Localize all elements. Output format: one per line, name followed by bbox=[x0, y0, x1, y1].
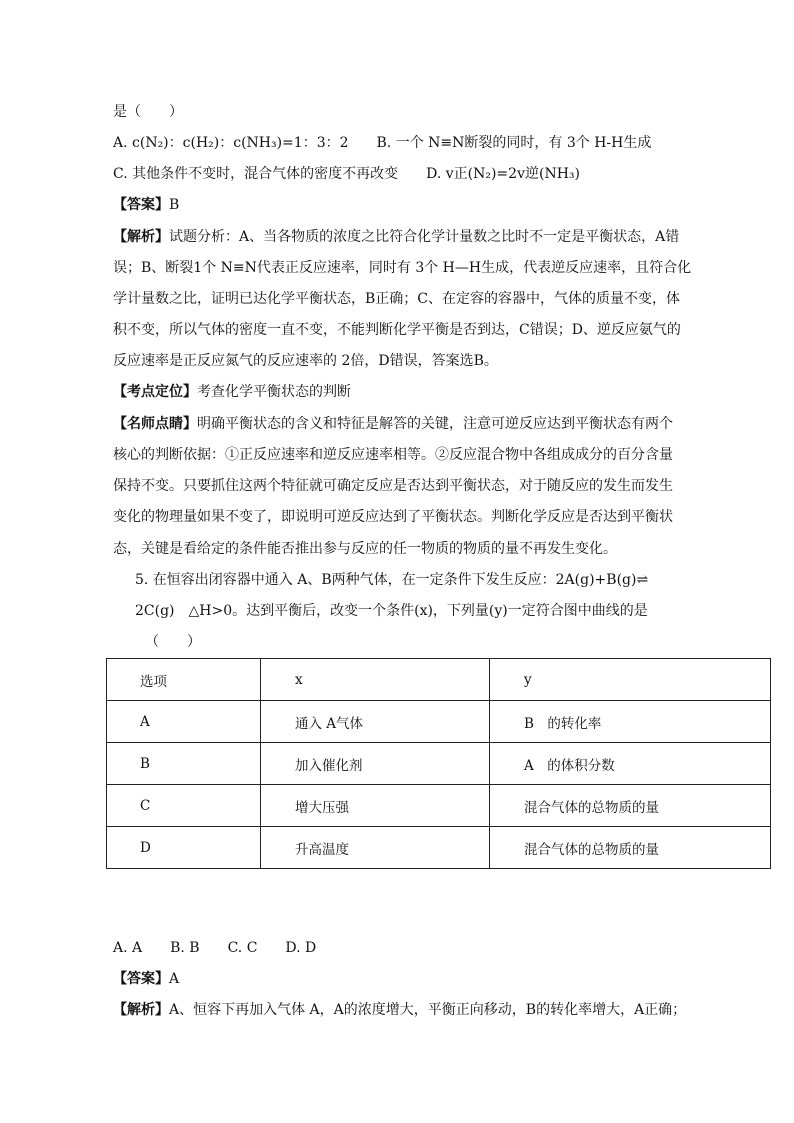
answer-value: A bbox=[169, 971, 180, 987]
q4-analysis-line-5: 反应速率是正反应氮气的反应速率的 2倍，D错误，答案选B。 bbox=[113, 353, 498, 369]
analysis-tag: 【解析】 bbox=[113, 1002, 169, 1018]
q5-answer bbox=[113, 969, 179, 989]
q4-answer bbox=[113, 195, 179, 215]
q4-options-cd: C. 其他条件不变时，混合气体的密度不再改变 D. v正(N₂)=2v逆(NH₃) bbox=[113, 166, 580, 182]
q4-mingshi-line-4: 变化的物理量如果不变了，即说明可逆反应达到了平衡状态。判断化学反应是否达到平衡状 bbox=[113, 509, 673, 525]
q5-stem-line-1: 5. 在恒容出闭容器中通入 A、B两种气体，在一定条件下发生反应：2A(g)+B(g)⇌ bbox=[135, 572, 649, 588]
table-row bbox=[107, 785, 771, 827]
kaodian-text: 考查化学平衡状态的判断 bbox=[197, 384, 351, 400]
table-cell: 增大压强 bbox=[261, 785, 490, 827]
kaodian-tag: 【考点定位】 bbox=[113, 384, 197, 400]
table-cell: 通入 A气体 bbox=[261, 701, 490, 743]
q4-options-ab: A. c(N₂)：c(H₂)：c(NH₃)=1：3：2 B. 一个 N≡N断裂的同时，有 3个 H-H生成 bbox=[113, 135, 652, 151]
mingshi-tag: 【名师点睛】 bbox=[113, 416, 197, 432]
table-cell: C bbox=[107, 785, 261, 827]
q5-stem-line-2: 2C(g) △H>0。达到平衡后，改变一个条件(x)，下列量(y)一定符合图中曲线的是 bbox=[135, 603, 648, 619]
table-cell: A 的体积分数 bbox=[490, 743, 771, 785]
table-row bbox=[107, 701, 771, 743]
q5-choices: A. A B. B C. C D. D bbox=[113, 940, 317, 956]
table-cell: A bbox=[107, 701, 261, 743]
analysis-tag: 【解析】 bbox=[113, 229, 169, 245]
answer-value: B bbox=[169, 197, 180, 213]
table-cell: 混合气体的总物质的量 bbox=[490, 827, 771, 869]
table-cell: D bbox=[107, 827, 261, 869]
q4-analysis-line-1 bbox=[113, 227, 679, 247]
analysis-text: 试题分析：A、当各物质的浓度之比符合化学计量数之比时不一定是平衡状态，A错 bbox=[169, 229, 680, 245]
answer-tag: 【答案】 bbox=[113, 971, 169, 987]
table-row bbox=[107, 827, 771, 869]
analysis-text: A、恒容下再加入气体 A，A的浓度增大，平衡正向移动，B的转化率增大，A正确； bbox=[169, 1002, 687, 1018]
q4-mingshi-line-1 bbox=[113, 414, 673, 434]
table-row bbox=[107, 743, 771, 785]
q4-stem-tail: 是（ ） bbox=[113, 104, 183, 120]
table-cell: 加入催化剂 bbox=[261, 743, 490, 785]
mingshi-text: 明确平衡状态的含义和特征是解答的关键，注意可逆反应达到平衡状态有两个 bbox=[197, 416, 673, 432]
q4-mingshi-line-3: 保持不变。只要抓住这两个特征就可确定反应是否达到平衡状态，对于随反应的发生而发生 bbox=[113, 478, 673, 494]
table-header-cell: 选项 bbox=[107, 659, 261, 701]
answer-tag: 【答案】 bbox=[113, 197, 169, 213]
table-cell: B bbox=[107, 743, 261, 785]
q4-analysis-line-4: 积不变，所以气体的密度一直不变，不能判断化学平衡是否到达，C错误；D、逆反应氨气的 bbox=[113, 322, 681, 338]
q4-kaodian bbox=[113, 382, 351, 402]
table-header-cell: x bbox=[261, 659, 490, 701]
q4-analysis-line-3: 学计量数之比，证明已达化学平衡状态，B正确；C、在定容的容器中，气体的质量不变，体 bbox=[113, 291, 680, 307]
table-header-cell: y bbox=[490, 659, 771, 701]
q4-analysis-line-2: 误；B、断裂1个 N≡N代表正反应速率，同时有 3个 H—H生成，代表逆反应速率，且符合化 bbox=[113, 260, 692, 276]
table-cell: 混合气体的总物质的量 bbox=[490, 785, 771, 827]
q4-mingshi-line-2: 核心的判断依据：①正反应速率和逆反应速率相等。②反应混合物中各组成成分的百分含量 bbox=[113, 447, 673, 463]
table-header-row bbox=[107, 659, 771, 701]
q5-stem-line-3: （ ） bbox=[145, 634, 201, 650]
q5-options-table bbox=[106, 658, 771, 869]
table-cell: 升高温度 bbox=[261, 827, 490, 869]
table-cell: B 的转化率 bbox=[490, 701, 771, 743]
q5-analysis bbox=[113, 1000, 686, 1020]
q4-mingshi-line-5: 态，关键是看给定的条件能否推出参与反应的任一物质的物质的量不再发生变化。 bbox=[113, 541, 617, 557]
